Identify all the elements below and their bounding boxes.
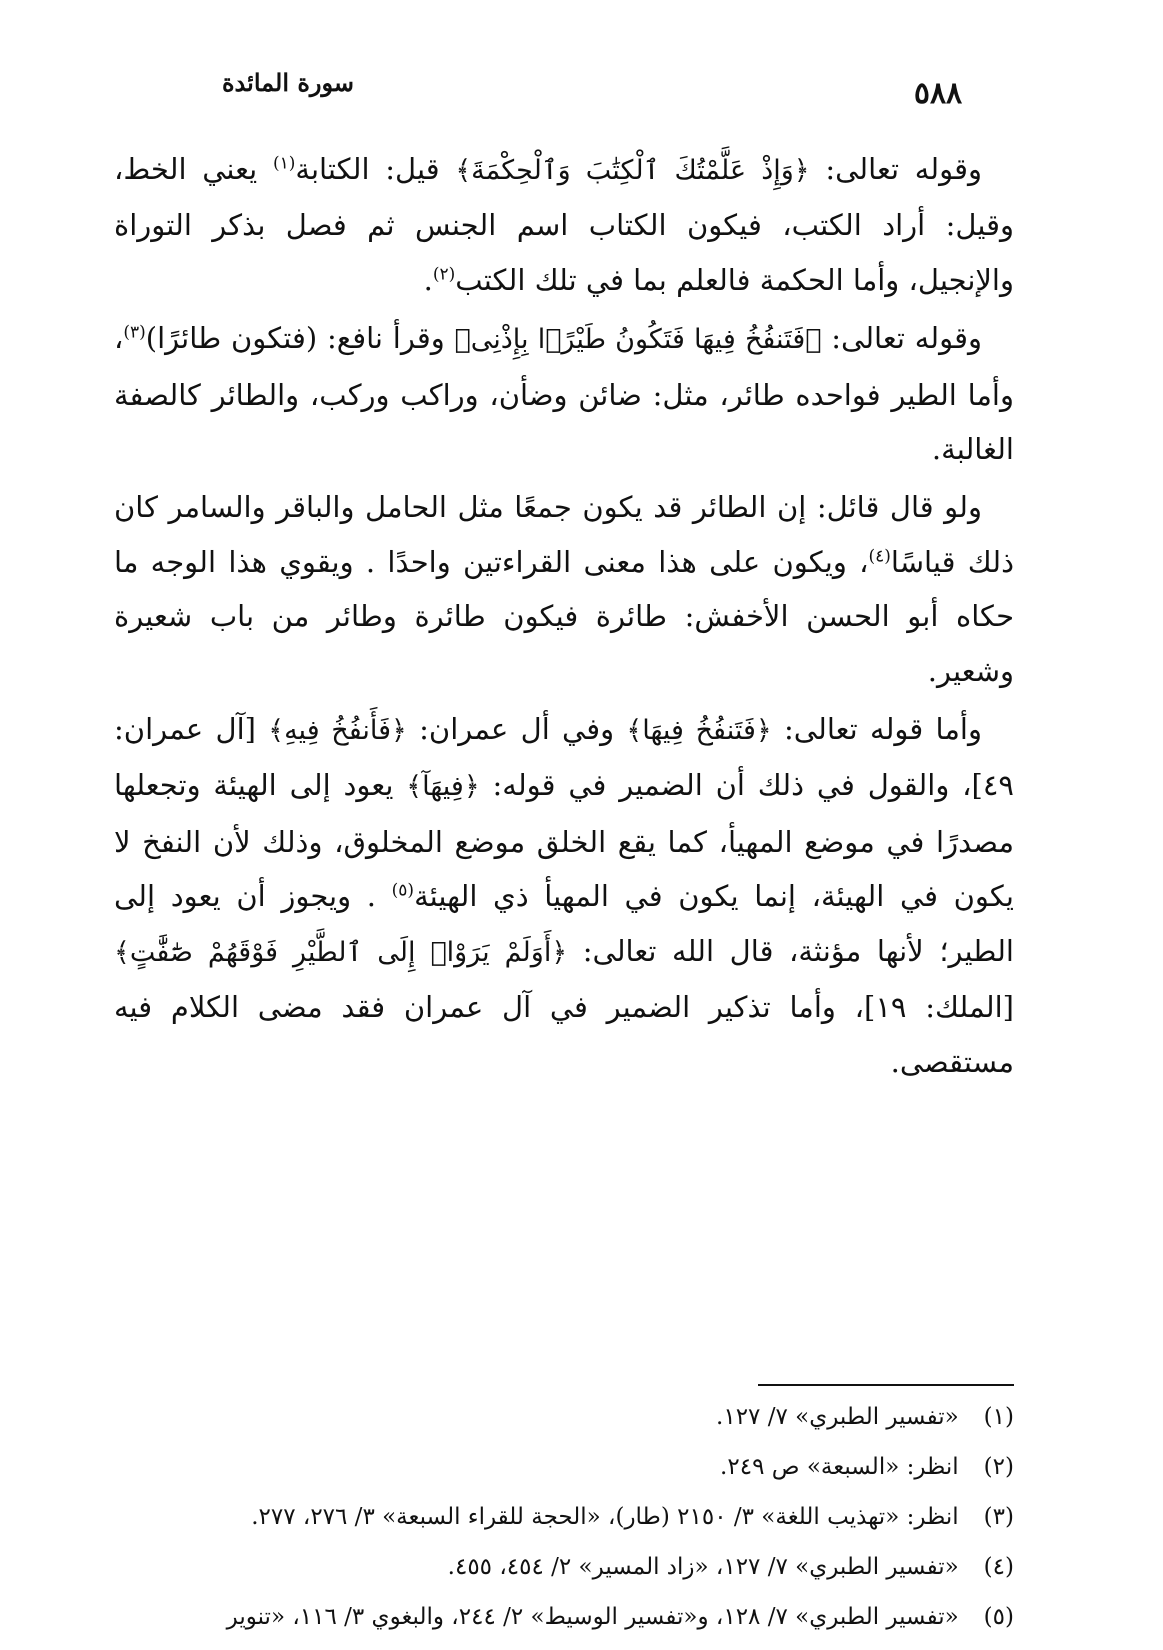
text-run: قيل: الكتابة (295, 152, 456, 186)
text-run: [آل عمران: ٤٩]، والقول في ذلك أن الضمير في قوله: (114, 712, 1014, 803)
text-run: ولو قال قائل: إن الطائر قد يكون جمعًا مثل الحامل والباقر والسامر كان ذلك قياسًا (114, 490, 1014, 579)
running-header-surah: سورة المائدة (221, 68, 355, 97)
footnote-ref: (٥) (391, 880, 415, 901)
main-text (114, 142, 1014, 1089)
page-number: ٥٨٨ (913, 76, 963, 111)
text-run: . ويجوز أن يعود إلى الطير؛ لأنها مؤنثة، قال الله تعالى: (114, 879, 1014, 968)
footnote-text: انظر: «تهذيب اللغة» ٣/ ٢١٥٠ (طار)، «الحجة للقراء السبعة» ٣/ ٢٧٦، ٢٧٧. (251, 1504, 959, 1530)
paragraph-2 (114, 311, 1014, 476)
footnote-separator (758, 1384, 1014, 1386)
quran-verse: ﴿فَتَنفُخُ فِيهَا﴾ (626, 715, 772, 747)
footnotes (114, 1392, 1014, 1642)
text-run: يعود إلى الهيئة وتجعلها مصدرًا في موضع المهيأ، كما يقع الخلق موضع المخلوق، وذلك لأن النفخ لا يكون في الهيئة، إنما يكون في المهيأ ذي الهيئة (114, 768, 1015, 914)
footnote-5 (114, 1592, 1014, 1642)
footnote-ref: (٢) (432, 264, 456, 285)
footnote-number: (٥) (983, 1604, 1014, 1630)
text-run: وقوله تعالى: (821, 321, 982, 356)
quran-verse: ﴿فَأَنفُخُ فِيهِ﴾ (268, 715, 407, 747)
footnote-ref: (١) (272, 153, 296, 174)
quran-verse: ﴿أَوَلَمْ يَرَوْا۟ إِلَى ٱلطَّيْرِ فَوْقَهُمْ صَٰٓفَّٰتٍ﴾ (114, 936, 568, 968)
paragraph-4 (114, 702, 1014, 1089)
footnote-text: «تفسير الطبري» ٧/ ١٢٧، «زاد المسير» ٢/ ٤٥٤، ٤٥٥. (447, 1554, 959, 1580)
footnote-number: (٢) (983, 1454, 1014, 1480)
text-run: يعني الخط، وقيل: أراد الكتب، فيكون الكتاب اسم الجنس ثم فصل بذكر التوراة والإنجيل، وأما الحكمة فالعلم بما في تلك الكتب (114, 152, 1014, 297)
quran-verse: ﴿وَإِذْ عَلَّمْتُكَ ٱلْكِتَٰبَ وَٱلْحِكْمَةَ﴾ (455, 155, 810, 186)
text-run: وقوله تعالى: (809, 152, 982, 186)
text-run: ، وأما الطير فواحده طائر، مثل: ضائن وضأن، وراكب وركب، والطائر كالصفة الغالبة. (114, 321, 1014, 467)
footnote-text: «تفسير الطبري» ٧/ ١٢٧. (716, 1404, 959, 1430)
footnote-number: (٤) (983, 1554, 1014, 1580)
footnote-number: (١) (983, 1404, 1014, 1430)
footnote-2 (114, 1442, 1014, 1492)
paragraph-3 (114, 480, 1014, 698)
quran-verse: ﴿فَتَنفُخُ فِيهَا فَتَكُونُ طَيْرًۢا بِإِذْنِى﴾ (454, 324, 822, 356)
paragraph-1 (114, 142, 1014, 307)
text-run: وقرأ نافع: (فتكون طائرًا) (145, 321, 455, 356)
text-run: وفي أل عمران: (406, 712, 627, 747)
footnote-text: انظر: «السبعة» ص ٢٤٩. (720, 1454, 959, 1480)
footnote-text: «تفسير الطبري» ٧/ ١٢٨، و«تفسير الوسيط» ٢/ ٢٤٤، والبغوي ٣/ ١١٦، «تنوير (226, 1604, 959, 1630)
footnote-number: (٣) (983, 1504, 1014, 1530)
footnote-3 (114, 1492, 1014, 1542)
footnote-1 (114, 1392, 1014, 1442)
footnote-ref: (٤) (868, 546, 891, 567)
footnote-4 (114, 1542, 1014, 1592)
text-run: ، ويكون على هذا معنى القراءتين واحدًا . ويقوي هذا الوجه ما حكاه أبو الحسن الأخفش: طائرة فيكون طائرة وطائر من باب شعيرة وشعير. (114, 544, 1014, 688)
text-run: . (423, 262, 433, 297)
quran-verse: ﴿فِيهَآ﴾ (406, 771, 480, 803)
text-run: [الملك: ١٩]، وأما تذكير الضمير في آل عمران فقد مضى الكلام فيه مستقصى. (114, 990, 1014, 1079)
text-run: وأما قوله تعالى: (771, 712, 982, 747)
footnote-ref: (٣) (123, 322, 146, 343)
